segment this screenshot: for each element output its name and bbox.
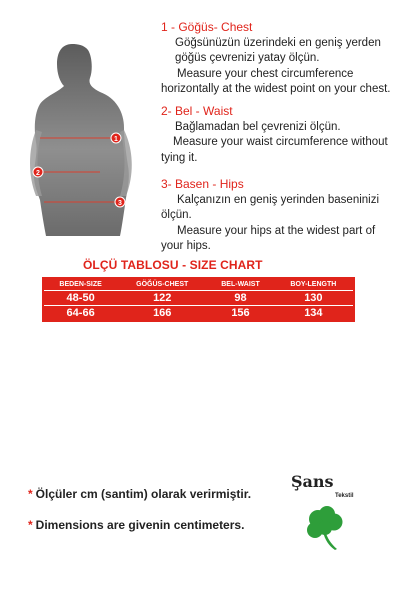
table-row <box>44 305 353 320</box>
cell-length: 134 <box>274 305 353 320</box>
guide-waist-text-en: Measure your waist circumference without tying it. <box>161 136 388 164</box>
note-units-en <box>28 518 244 532</box>
guide-hips-heading: 3- Basen - Hips <box>161 177 244 191</box>
note-units-tr <box>28 487 251 501</box>
cell-chest: 166 <box>117 305 207 320</box>
header-chest: GÖĞÜS-CHEST <box>136 281 189 288</box>
note-units-en-text: Dimensions are givenin centimeters. <box>35 518 245 532</box>
note-star-2: * <box>28 518 33 532</box>
size-chart-title: ÖLÇÜ TABLOSU - SIZE CHART <box>83 258 263 272</box>
brand-name: Şans <box>291 472 334 491</box>
cell-waist: 98 <box>207 290 273 305</box>
cell-size: 48-50 <box>44 290 117 305</box>
clover-icon <box>301 502 351 552</box>
brand-logo <box>291 472 361 552</box>
brand-subtitle: Tekstil <box>335 493 354 499</box>
size-table-header-row <box>44 279 353 290</box>
guide-hips-text-en: Measure your hips at the widest part of your hips. <box>161 224 376 252</box>
guide-chest-text-en: Measure your chest circumference horizontally at the widest point on your chest. <box>161 67 391 95</box>
guide-chest-text-tr: Göğsünüzün üzerindeki en geniş yerden göğüs çevrenizi yatay ölçün. <box>175 36 381 64</box>
note-units-tr-text: Ölçüler cm (santim) olarak verirmiştir. <box>35 487 252 501</box>
cell-chest: 122 <box>117 290 207 305</box>
guide-waist-heading: 2- Bel - Waist <box>161 104 233 118</box>
table-row <box>44 290 353 305</box>
header-length: BOY-LENGTH <box>290 281 337 288</box>
guide-chest-heading: 1 - Göğüs- Chest <box>161 20 253 34</box>
cell-length: 130 <box>274 290 353 305</box>
cell-waist: 156 <box>207 305 273 320</box>
marker-hips <box>115 197 125 207</box>
guide-waist-text-tr: Bağlamadan bel çevrenizi ölçün. <box>175 120 341 133</box>
guide-chest <box>161 20 399 98</box>
header-waist: BEL-WAIST <box>221 281 260 288</box>
header-size: BEDEN-SIZE <box>59 281 102 288</box>
marker-hips-label: 3 <box>118 200 122 207</box>
body-silhouette-figure <box>0 0 150 250</box>
marker-chest-label: 1 <box>114 136 118 143</box>
marker-waist <box>33 167 43 177</box>
guide-hips-text-tr: Kalçanızın en geniş yerinden baseninizi ölçün. <box>161 193 380 221</box>
size-table <box>42 277 355 322</box>
guide-waist <box>161 104 399 166</box>
cell-size: 64-66 <box>44 305 117 320</box>
note-star-1: * <box>28 487 33 501</box>
guide-hips <box>161 177 399 255</box>
marker-chest <box>111 133 121 143</box>
marker-waist-label: 2 <box>36 170 40 177</box>
